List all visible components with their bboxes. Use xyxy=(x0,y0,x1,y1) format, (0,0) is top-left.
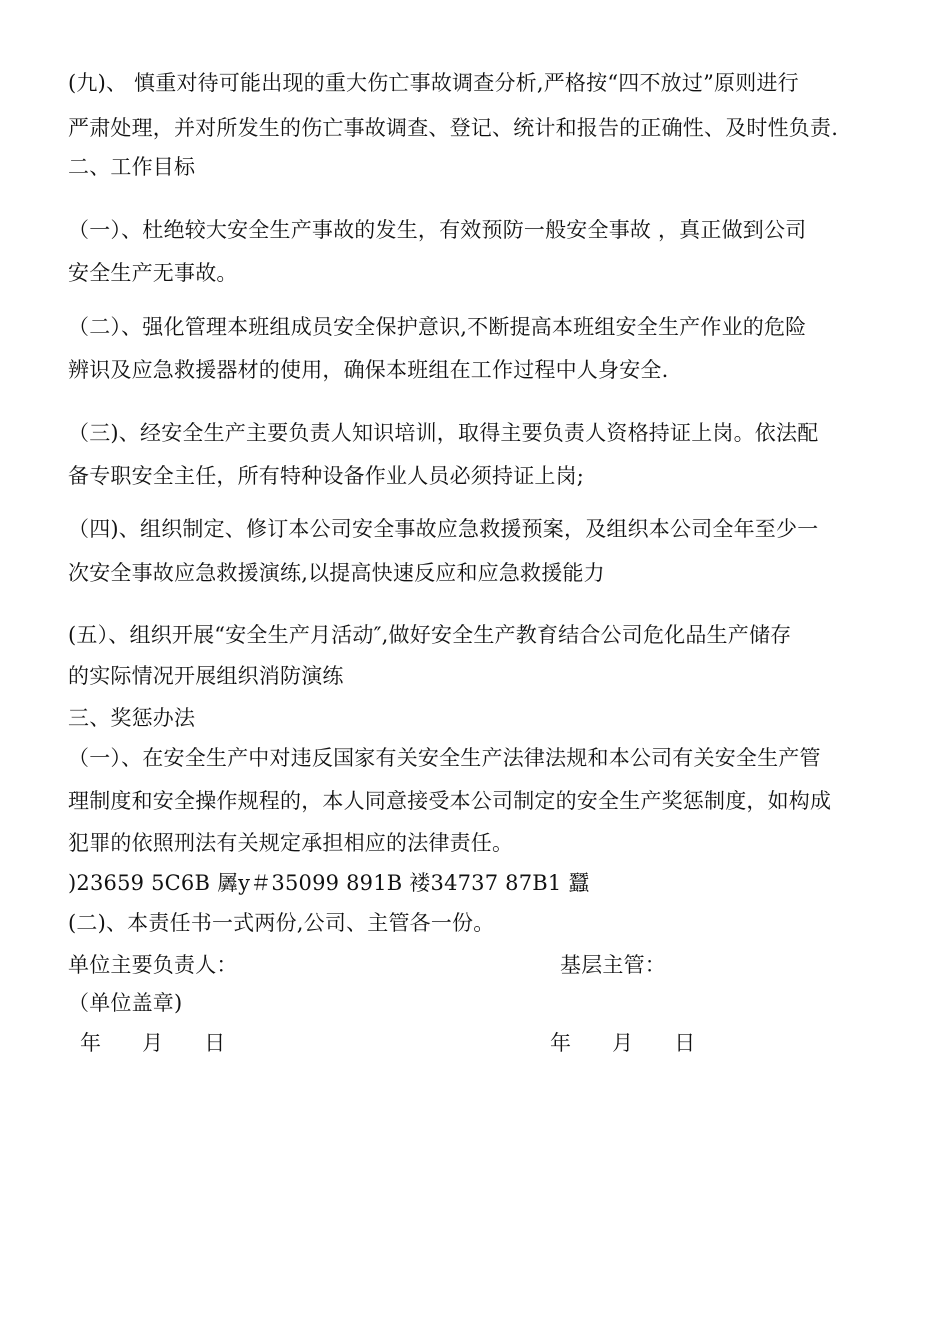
month-label: 月 xyxy=(612,1031,634,1055)
paragraph-line: （三)、经安全生产主要负责人知识培训，取得主要负责人资格持证上岗。依法配 xyxy=(68,421,819,445)
paragraph-line: 次安全事故应急救援演练,以提高快速反应和应急救援能力 xyxy=(68,561,605,585)
unit-head-label: 单位主要负责人： xyxy=(68,953,238,977)
paragraph-line: 理制度和安全操作规程的，本人同意接受本公司制定的安全生产奖惩制度，如构成 xyxy=(68,789,832,813)
section-heading: 二、工作目标 xyxy=(68,155,196,179)
paragraph-line: (九)、 慎重对待可能出现的重大伤亡事故调查分析,严格按“四不放过”原则进行 xyxy=(68,71,799,95)
paragraph-line: （二）、强化管理本班组成员安全保护意识,不断提高本班组安全生产作业的危险 xyxy=(68,315,807,339)
paragraph-line: （一）、杜绝较大安全生产事故的发生，有效预防一般安全事故 ，真正做到公司 xyxy=(68,218,807,242)
paragraph-line: 安全生产无事故。 xyxy=(68,261,238,285)
paragraph-line: （四)、组织制定、修订本公司安全事故应急救援预案，及组织本公司全年至少一 xyxy=(68,517,819,541)
paragraph-line: （一）、在安全生产中对违反国家有关安全生产法律法规和本公司有关安全生产管 xyxy=(68,746,821,770)
date-right xyxy=(550,1030,729,1056)
supervisor-label: 基层主管： xyxy=(560,953,666,977)
paragraph-line: (五）、组织开展“安全生产月活动″,做好安全生产教育结合公司危化品生产储存 xyxy=(68,623,792,647)
paragraph-line: 犯罪的依照刑法有关规定承担相应的法律责任。 xyxy=(68,831,514,855)
paragraph-line: 备专职安全主任，所有特种设备作业人员必须持证上岗; xyxy=(68,464,585,488)
day-label: 日 xyxy=(204,1031,226,1055)
garbled-text-line: )23659 5C6B 羼y＃35099 891B 褛34737 87B1 蠶 xyxy=(68,871,590,895)
paragraph-line: 的实际情况开展组织消防演练 xyxy=(68,664,344,688)
paragraph-line: (二)、本责任书一式两份,公司、主管各一份。 xyxy=(68,911,495,935)
paragraph-line: 严肃处理，并对所发生的伤亡事故调查、登记、统计和报告的正确性、及时性负责. xyxy=(68,116,839,140)
year-label: 年 xyxy=(80,1031,102,1055)
section-heading: 三、奖惩办法 xyxy=(68,706,196,730)
paragraph-line: 辨识及应急救援器材的使用，确保本班组在工作过程中人身安全. xyxy=(68,358,669,382)
day-label: 日 xyxy=(674,1031,696,1055)
date-left xyxy=(80,1030,259,1056)
month-label: 月 xyxy=(142,1031,164,1055)
seal-label: （单位盖章) xyxy=(68,991,183,1015)
year-label: 年 xyxy=(550,1031,572,1055)
